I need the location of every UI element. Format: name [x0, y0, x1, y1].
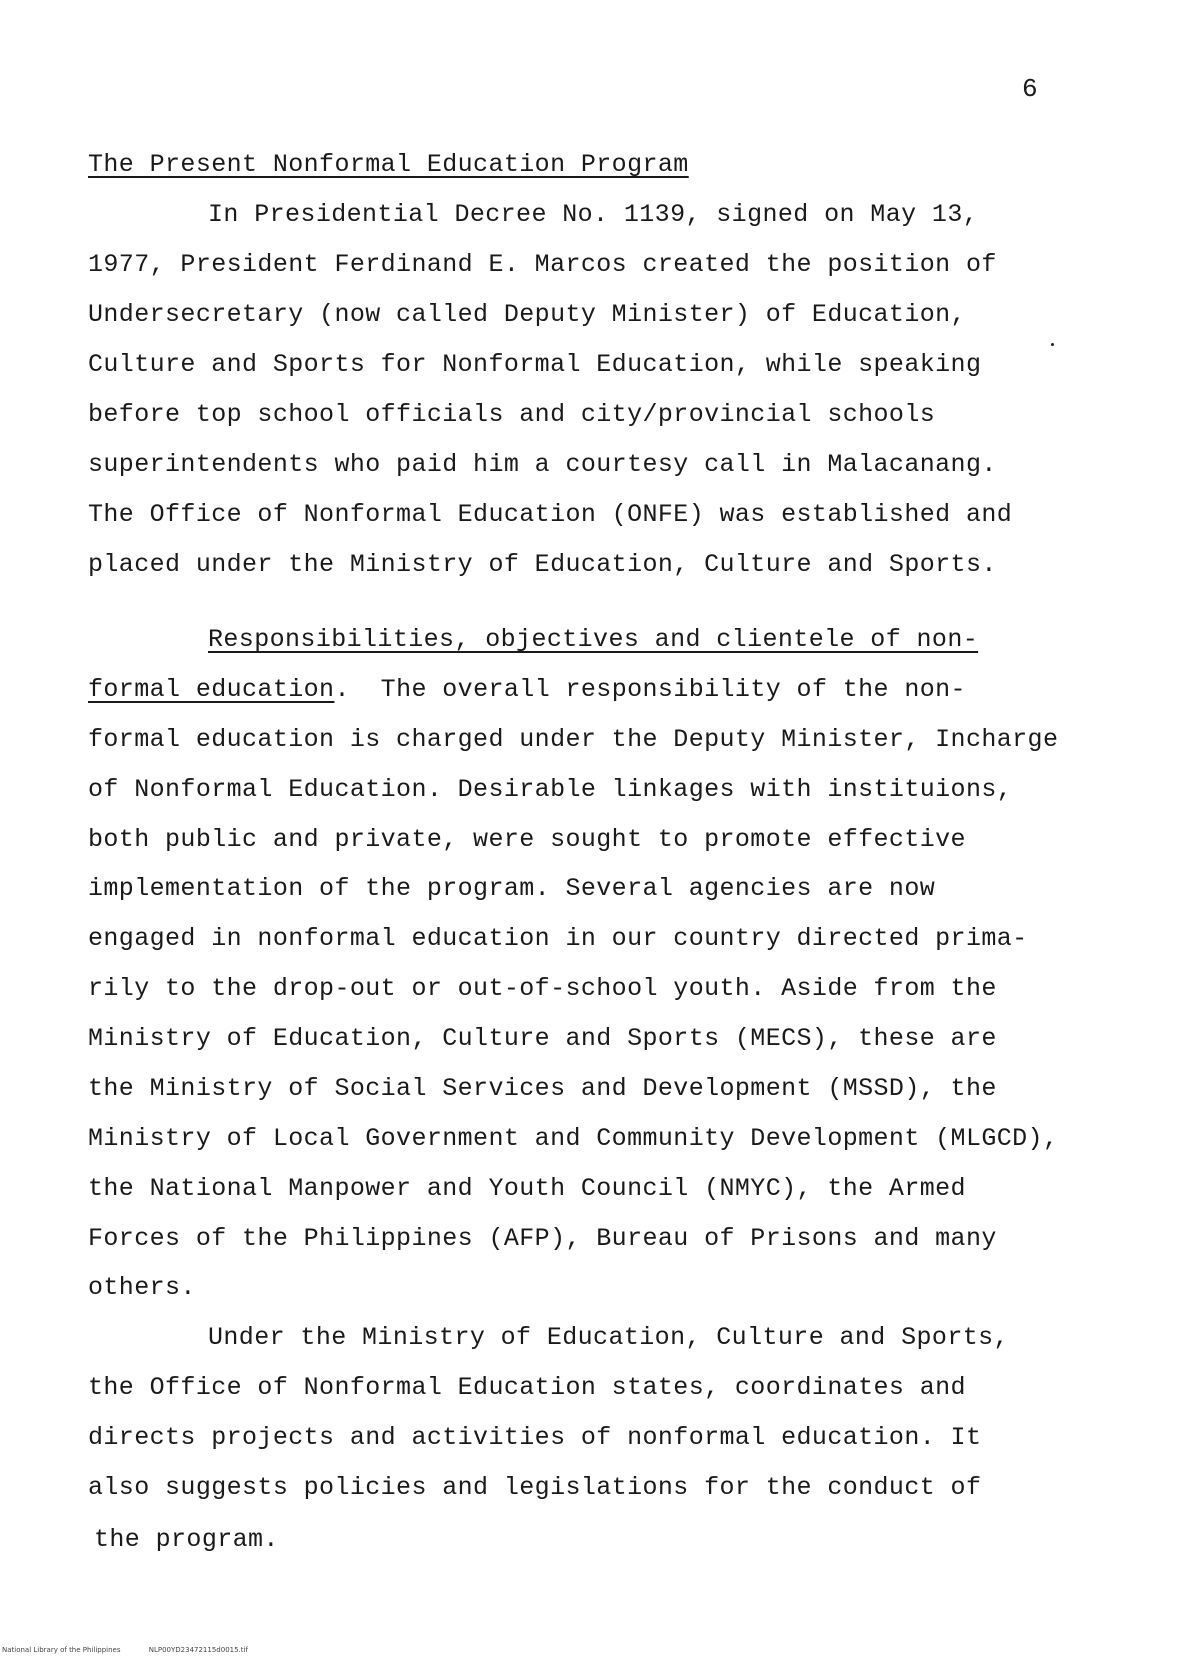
paragraph1-line: placed under the Ministry of Education, Culture and Sports. — [88, 550, 997, 579]
paragraph2-line: formal education is charged under the Deputy Minister, Incharge — [88, 725, 1059, 754]
paragraph2-line: the National Manpower and Youth Council (NMYC), the Armed — [88, 1174, 966, 1203]
subheading-period: . — [334, 675, 350, 704]
paragraph3-line: the Office of Nonformal Education states, coordinates and — [88, 1373, 966, 1402]
paragraph2-line: Forces of the Philippines (AFP), Bureau of Prisons and many — [88, 1224, 997, 1253]
paragraph1-line: superintendents who paid him a courtesy call in Malacanang. — [88, 450, 997, 479]
paragraph2-line: the Ministry of Social Services and Development (MSSD), the — [88, 1074, 997, 1103]
paragraph2-line: both public and private, were sought to promote effective — [88, 825, 966, 854]
paragraph1-line: In Presidential Decree No. 1139, signed on May 13, — [208, 200, 979, 229]
paragraph1-line: 1977, President Ferdinand E. Marcos created the position of — [88, 250, 997, 279]
scan-footer — [2, 1646, 274, 1654]
footer-library: National Library of the Philippines — [2, 1646, 121, 1654]
paragraph2-line: rily to the drop-out or out-of-school youth. Aside from the — [88, 974, 997, 1003]
paragraph3-line: Under the Ministry of Education, Culture and Sports, — [208, 1323, 1009, 1352]
paragraph2-line: Ministry of Education, Culture and Sports (MECS), these are — [88, 1024, 997, 1053]
paragraph3-line: also suggests policies and legislations for the conduct of — [88, 1473, 982, 1502]
paragraph3-line: the program. — [94, 1525, 279, 1554]
paragraph2-line: implementation of the program. Several agencies are now — [88, 874, 936, 903]
paragraph1-line: Undersecretary (now called Deputy Minister) of Education, — [88, 300, 966, 329]
scan-speck — [1051, 343, 1054, 346]
paragraph2-first-line — [88, 675, 966, 705]
paragraph2-line: others. — [88, 1273, 196, 1302]
page-number: 6 — [1022, 74, 1038, 104]
paragraph2-line: of Nonformal Education. Desirable linkages with instituions, — [88, 775, 1013, 804]
paragraph2-first-line-rest: The overall responsibility of the non- — [380, 675, 966, 704]
paragraph2-line: Ministry of Local Government and Community Development (MLGCD), — [88, 1124, 1059, 1153]
paragraph3-line: directs projects and activities of nonformal education. It — [88, 1423, 982, 1452]
subheading-line2: formal education — [88, 675, 335, 704]
subheading-line1: Responsibilities, objectives and clientele of non- — [208, 625, 979, 654]
section-heading: The Present Nonformal Education Program — [88, 150, 689, 179]
footer-file: NLP00YD23472115d0015.tif — [148, 1646, 248, 1654]
paragraph2-line: engaged in nonformal education in our country directed prima- — [88, 924, 1028, 953]
paragraph1-line: before top school officials and city/provincial schools — [88, 400, 936, 429]
paragraph1-line: Culture and Sports for Nonformal Education, while speaking — [88, 350, 982, 379]
paragraph1-line: The Office of Nonformal Education (ONFE) was established and — [88, 500, 1013, 529]
